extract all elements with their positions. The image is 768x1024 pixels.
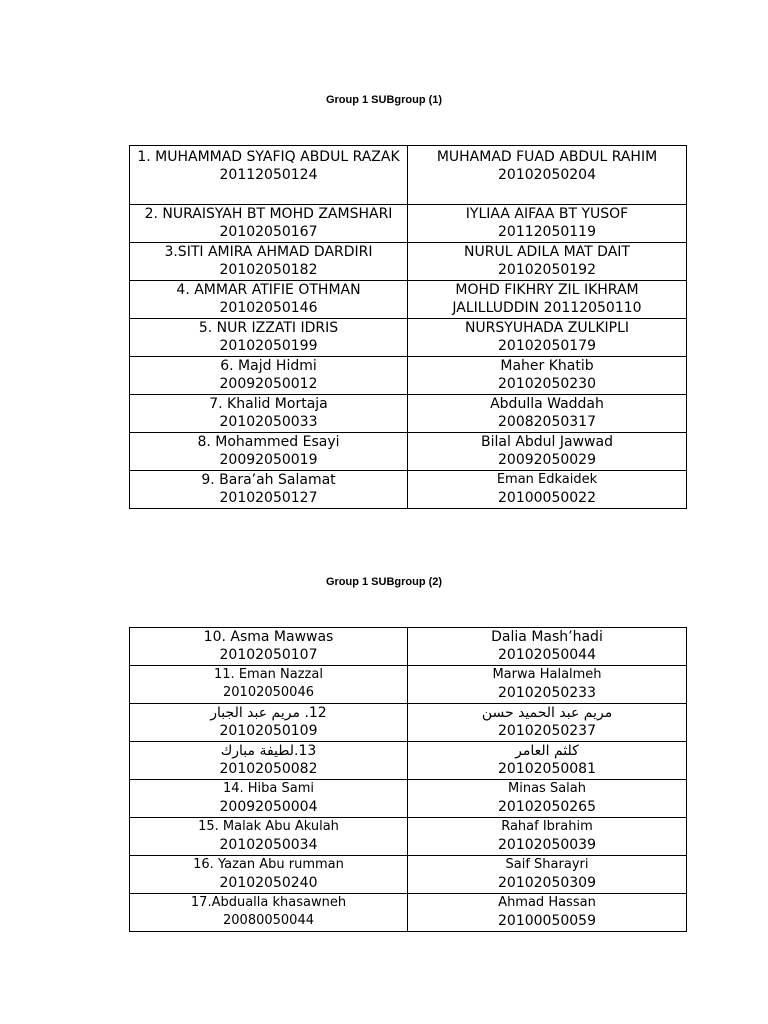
group-2-title: Group 1 SUBgroup (2)	[325, 576, 443, 588]
student-id: 20102050109	[219, 723, 318, 739]
student-id: 20102050034	[219, 837, 318, 853]
student-id: 20100050022	[498, 490, 596, 506]
student-name: 8. Mohammed Esayi	[197, 434, 340, 450]
student-cell	[130, 243, 408, 281]
student-cell	[130, 357, 408, 395]
student-cell	[130, 742, 408, 780]
student-cell	[408, 704, 687, 742]
student-id: 20102050107	[219, 647, 318, 663]
student-cell	[130, 628, 408, 666]
student-name: Saif Sharayri	[505, 857, 589, 872]
student-name: 7. Khalid Mortaja	[209, 396, 328, 412]
student-name: Marwa Halalmeh	[492, 667, 602, 682]
student-id: 20102050199	[219, 338, 318, 354]
student-id: 20102050127	[219, 490, 318, 506]
student-cell	[130, 395, 408, 433]
student-cell	[408, 433, 687, 471]
student-name: IYLIAA AIFAA BT YUSOF	[465, 206, 629, 222]
student-name: 3.SITI AMIRA AHMAD DARDIRI	[164, 244, 373, 260]
student-cell	[408, 894, 687, 932]
student-name: Ahmad Hassan	[498, 895, 596, 910]
student-cell	[130, 818, 408, 856]
student-name: 17.Abdualla khasawneh	[190, 895, 347, 910]
subgroup-2-table	[129, 627, 687, 932]
student-id: 20102050039	[498, 837, 596, 853]
student-id: 20082050317	[498, 414, 596, 430]
student-name: Eman Edkaidek	[496, 472, 598, 487]
student-name: 13.لطيفة مبارك	[220, 743, 317, 759]
student-id: 20102050046	[223, 685, 314, 700]
student-id: 20092050004	[219, 799, 318, 815]
student-name: MUHAMAD FUAD ABDUL RAHIM	[436, 149, 658, 165]
student-cell	[130, 856, 408, 894]
table-row	[130, 666, 687, 704]
student-cell	[408, 742, 687, 780]
student-name: 5. NUR IZZATI IDRIS	[198, 320, 339, 336]
student-name: NURUL ADILA MAT DAIT	[464, 244, 630, 260]
student-name: 15. Malak Abu Akulah	[198, 819, 339, 834]
student-cell	[130, 780, 408, 818]
student-cell	[408, 319, 687, 357]
student-cell	[408, 205, 687, 243]
student-id: 20102050182	[219, 262, 318, 278]
student-id: 20102050204	[498, 167, 596, 183]
table-row	[130, 742, 687, 780]
table-row	[130, 856, 687, 894]
student-id: 20092050019	[219, 452, 318, 468]
subgroup-1-table	[129, 145, 687, 509]
table-row	[130, 894, 687, 932]
student-id: 20102050033	[219, 414, 318, 430]
table-row	[130, 395, 687, 433]
student-cell	[408, 818, 687, 856]
table-row	[130, 319, 687, 357]
student-name: Dalia Mash’hadi	[491, 629, 603, 645]
student-name: Bilal Abdul Jawwad	[481, 434, 613, 450]
student-name: 1. MUHAMMAD SYAFIQ ABDUL RAZAK 20112050124	[137, 149, 400, 183]
student-name: Maher Khatib	[500, 358, 594, 374]
table-row	[130, 471, 687, 509]
student-name: 14. Hiba Sami	[222, 781, 315, 796]
student-cell	[130, 205, 408, 243]
table-row	[130, 357, 687, 395]
student-cell	[130, 704, 408, 742]
student-id: 20102050082	[219, 761, 318, 777]
student-cell	[130, 146, 408, 205]
student-cell	[408, 856, 687, 894]
student-name: 4. AMMAR ATIFIE OTHMAN	[176, 282, 361, 298]
student-id: 20102050146	[219, 300, 318, 316]
student-id: 20102050179	[498, 338, 596, 354]
student-name: كلثم العامر	[515, 743, 579, 759]
student-cell	[130, 471, 408, 509]
student-name: Abdulla Waddah	[490, 396, 604, 412]
student-cell	[408, 780, 687, 818]
table-row	[130, 818, 687, 856]
student-id: 20080050044	[223, 913, 314, 928]
student-cell	[130, 281, 408, 319]
student-id: 20102050237	[498, 723, 596, 739]
student-cell	[408, 395, 687, 433]
student-id: 20112050119	[498, 224, 596, 240]
student-name: NURSYUHADA ZULKIPLI	[464, 320, 630, 336]
student-id: 20102050044	[498, 647, 596, 663]
student-name: 16. Yazan Abu rumman	[193, 857, 344, 872]
table-row	[130, 281, 687, 319]
student-id: 20102050233	[498, 685, 596, 701]
group-1-title: Group 1 SUBgroup (1)	[325, 94, 443, 106]
student-id: 20102050081	[498, 761, 596, 777]
student-cell	[408, 357, 687, 395]
student-name: 12. مريم عبد الجبار	[210, 705, 327, 721]
student-cell	[408, 281, 687, 319]
student-name: Rahaf Ibrahim	[501, 819, 593, 834]
table-row	[130, 704, 687, 742]
student-id: 20102050192	[498, 262, 596, 278]
student-cell	[408, 146, 687, 205]
student-id: 20100050059	[498, 913, 596, 929]
student-id: 20102050240	[219, 875, 318, 891]
student-cell	[408, 666, 687, 704]
table-row	[130, 780, 687, 818]
student-cell	[130, 666, 408, 704]
table-row	[130, 433, 687, 471]
student-cell	[408, 628, 687, 666]
student-cell	[130, 319, 408, 357]
student-id: 20092050012	[219, 376, 318, 392]
student-name: مريم عبد الحميد حسن	[481, 705, 613, 721]
student-cell	[408, 471, 687, 509]
student-cell	[130, 433, 408, 471]
student-id: 20102050230	[498, 376, 596, 392]
table-row	[130, 146, 687, 205]
student-name: 2. NURAISYAH BT MOHD ZAMSHARI 20102050167	[144, 206, 393, 240]
student-id: 20102050265	[498, 799, 596, 815]
student-name: 10. Asma Mawwas	[203, 629, 334, 645]
student-id: 20092050029	[498, 452, 596, 468]
student-name: MOHD FIKHRY ZIL IKHRAM JALILLUDDIN 20112050110	[452, 282, 642, 316]
student-id: 20102050309	[498, 875, 596, 891]
student-name: 9. Bara’ah Salamat	[201, 472, 336, 488]
table-row	[130, 205, 687, 243]
table-row	[130, 628, 687, 666]
table-row	[130, 243, 687, 281]
student-cell	[408, 243, 687, 281]
student-name: Minas Salah	[508, 781, 586, 796]
student-name: 6. Majd Hidmi	[220, 358, 317, 374]
student-cell	[130, 894, 408, 932]
student-name: 11. Eman Nazzal	[214, 667, 323, 682]
